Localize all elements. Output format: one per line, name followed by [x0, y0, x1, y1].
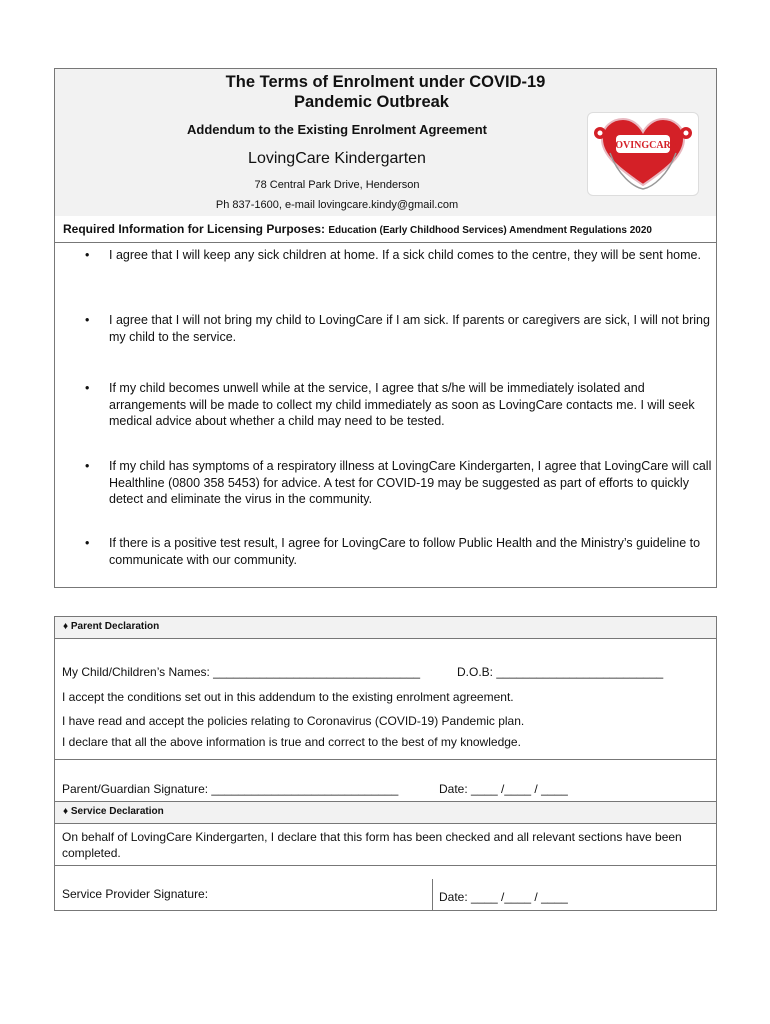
accept-conditions-text: I accept the conditions set out in this addendum to the existing enrolment agreement. [62, 690, 514, 704]
kindergarten-name: LovingCare Kindergarten [248, 150, 426, 167]
service-declaration-header [55, 801, 716, 824]
bullet-icon: • [85, 536, 90, 550]
subtitle: Addendum to the Existing Enrolment Agreement [187, 122, 487, 137]
service-signature-field[interactable]: Service Provider Signature: [62, 887, 209, 901]
term-text: I agree that I will keep any sick children at home. If a sick child comes to the centre, they will be sent home. [109, 248, 701, 262]
divider [55, 759, 716, 760]
dob-field[interactable]: D.O.B: _________________________ [457, 665, 664, 679]
service-declaration-title: ♦ Service Declaration [63, 806, 164, 817]
divider [432, 879, 433, 910]
term-text: If there is a positive test result, I agree for LovingCare to follow Public Health and the Ministry’s guideline to communicate with our community. [109, 536, 701, 567]
children-names-field[interactable]: My Child/Children’s Names: _______________________________ [62, 665, 421, 679]
required-info-row [55, 216, 716, 243]
service-statement: On behalf of LovingCare Kindergarten, I declare that this form has been checked and all relevant sections have been completed. [62, 830, 682, 860]
term-text: I agree that I will not bring my child to LovingCare if I am sick. If parents or caregivers are sick, I will not bring my child to the service. [109, 313, 710, 344]
accept-policies-text: I have read and accept the policies relating to Coronavirus (COVID-19) Pandemic plan. [62, 714, 525, 728]
parent-declaration-title: ♦ Parent Declaration [63, 621, 160, 632]
divider [55, 865, 716, 866]
parent-declaration-header [55, 617, 716, 639]
title-line-2: Pandemic Outbreak [294, 93, 449, 111]
bullet-icon: • [85, 459, 90, 473]
title-line-1: The Terms of Enrolment under COVID-19 [225, 73, 546, 91]
bullet-icon: • [85, 381, 90, 395]
terms-box [54, 68, 717, 588]
parent-signature-field[interactable]: Parent/Guardian Signature: ____________________________ [62, 782, 399, 796]
bullet-icon: • [85, 313, 90, 327]
declare-true-text: I declare that all the above information is true and correct to the best of my knowledge. [62, 735, 521, 749]
required-info-label: Required Information for Licensing Purposes: [63, 222, 326, 236]
heart-logo-icon [588, 113, 698, 195]
kindergarten-logo [587, 112, 699, 196]
contact-info: Ph 837-1600, e-mail lovingcare.kindy@gmail.com [215, 199, 459, 211]
term-text: If my child has symptoms of a respiratory illness at LovingCare Kindergarten, I agree that LovingCare will call Healthline (0800 358 5453) for advice. A test for COVID-19 may be suggested as part of efforts to quickly detect and eliminate the virus in the community. [109, 459, 712, 506]
bullet-icon: • [85, 248, 90, 262]
regulation-name: Education (Early Childhood Services) Amendment Regulations 2020 [328, 225, 652, 236]
term-text: If my child becomes unwell while at the service, I agree that s/he will be immediately isolated and arrangements will be made to collect my child immediately as soon as LovingCare contacts me. I will seek medical advice about whether a child may need to be tested. [109, 381, 695, 428]
service-date-field[interactable]: Date: ____ /____ / ____ [439, 890, 568, 904]
form-title [55, 72, 716, 112]
parent-date-field[interactable]: Date: ____ /____ / ____ [439, 782, 568, 796]
required-info [63, 222, 652, 236]
address: 78 Central Park Drive, Henderson [254, 179, 420, 191]
form-header [55, 69, 716, 217]
logo-text: LOVINGCARE [608, 140, 678, 151]
declaration-box [54, 616, 717, 911]
